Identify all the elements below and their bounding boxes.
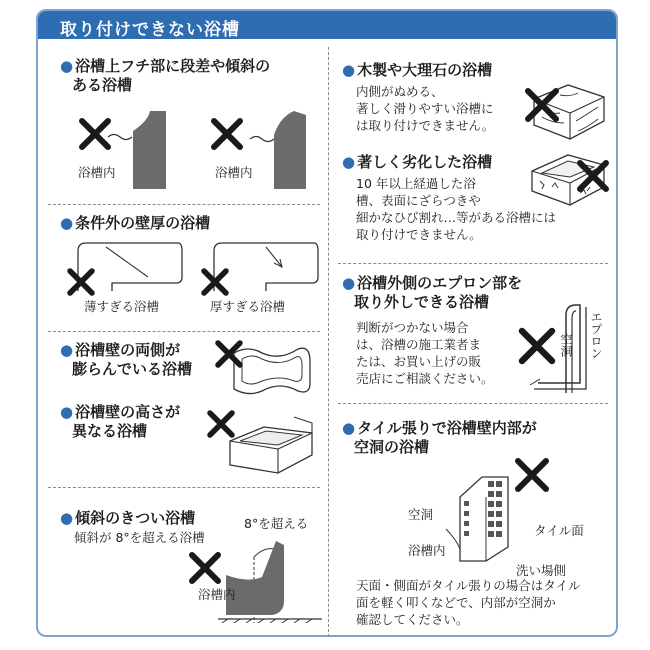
body-text: 内側がぬめる、 (356, 84, 444, 99)
heading-steep-slope (60, 509, 195, 528)
bullet-icon: ● (60, 57, 74, 75)
steep-slope-illustration (214, 527, 324, 623)
bullet-icon: ● (342, 274, 356, 292)
heading-text: 空洞の浴槽 (354, 438, 430, 456)
uneven-tub-illustration (224, 411, 316, 477)
heading-text: 浴槽壁の両側が (75, 341, 181, 359)
bullet-icon: ● (342, 419, 356, 437)
angle-label: 8°を超える (244, 516, 309, 531)
body-text: 確認してください。 (356, 612, 469, 627)
heading-tiled-cavity (342, 419, 537, 457)
heading-text: 異なる浴槽 (72, 422, 148, 440)
heading-text: 浴槽外側のエプロン部を (357, 274, 523, 292)
label-wash-side: 洗い場側 (516, 563, 567, 578)
heading-text: ある浴槽 (72, 76, 133, 94)
heading-text: 浴槽上フチ部に段差や傾斜の (75, 57, 271, 75)
body-text: 売店にご相談ください。 (356, 371, 494, 386)
x-mark-icon (576, 159, 610, 193)
heading-wall-thickness (60, 214, 210, 233)
heading-deteriorated (342, 153, 492, 172)
steep-slope-description: 傾斜が 8°を超える浴槽 (74, 530, 205, 545)
heading-removable-apron (342, 274, 522, 312)
section-divider (48, 487, 320, 488)
body-text: 10 年以上経過した浴 (356, 176, 476, 191)
bullet-icon: ● (60, 214, 74, 232)
body-text: は、浴槽の施工業者ま (356, 337, 482, 352)
body-text: 判断がつかない場合 (356, 320, 469, 335)
body-text: 天面・側面がタイル張りの場合はタイル (356, 578, 581, 593)
x-mark-icon (206, 409, 236, 439)
x-mark-icon (66, 267, 96, 297)
column-divider (328, 47, 329, 637)
heading-text: 木製や大理石の浴槽 (357, 61, 493, 79)
label-too-thin: 薄すぎる浴槽 (84, 299, 160, 314)
body-text: 槽、表面にざらつきや (356, 193, 481, 208)
tiled-cavity-note (356, 577, 581, 628)
heading-step-rim (60, 57, 270, 95)
label-tub-inside: 浴槽内 (408, 543, 446, 558)
section-divider (338, 263, 608, 264)
label-tub-inside: 浴槽内 (215, 165, 253, 180)
title-bar (38, 11, 616, 39)
label-tub-inside: 浴槽内 (198, 587, 236, 602)
label-tile-surface: タイル面 (534, 523, 584, 538)
heading-text: 傾斜のきつい浴槽 (75, 509, 196, 527)
section-divider (48, 331, 320, 332)
x-mark-icon (524, 87, 560, 123)
heading-text: 浴槽壁の高さが (75, 403, 181, 421)
heading-text: 膨らんでいる浴槽 (72, 360, 193, 378)
label-too-thick: 厚すぎる浴槽 (210, 299, 286, 314)
bullet-icon: ● (60, 341, 74, 359)
heading-text: 条件外の壁厚の浴槽 (75, 214, 211, 232)
removable-apron-description (356, 319, 494, 387)
heading-text: 取り外しできる浴槽 (354, 293, 490, 311)
wood-marble-description (356, 83, 494, 134)
bullet-icon: ● (342, 153, 356, 171)
section-divider (48, 204, 320, 205)
body-text: は取り付けできません。 (356, 118, 495, 133)
label-cavity: 空洞 (408, 507, 434, 522)
page-title: 取り付けできない浴槽 (60, 20, 240, 40)
deteriorated-description (356, 175, 556, 243)
body-text: 著しく滑りやすい浴槽に (356, 101, 494, 116)
x-mark-icon (514, 457, 550, 493)
body-text: 面を軽く叩くなどで、内部が空洞か (356, 595, 556, 610)
bullet-icon: ● (60, 509, 74, 527)
x-mark-icon (78, 117, 112, 151)
heading-uneven-wall (60, 403, 180, 441)
body-text: 取り付けできません。 (356, 227, 482, 242)
x-mark-icon (210, 117, 244, 151)
x-mark-icon (188, 551, 222, 585)
bullet-icon: ● (342, 61, 356, 79)
bullet-icon: ● (60, 403, 74, 421)
x-mark-icon (200, 267, 230, 297)
body-text: 細かなひび割れ…等がある浴槽には (356, 210, 557, 225)
label-apron: エプロン (589, 311, 603, 359)
body-text: たは、お買い上げの販 (356, 354, 482, 369)
heading-text: タイル張りで浴槽壁内部が (357, 419, 537, 437)
section-divider (338, 403, 608, 404)
heading-bulging-wall (60, 341, 192, 379)
heading-wood-marble (342, 61, 492, 80)
label-tub-inside: 浴槽内 (78, 165, 116, 180)
label-cavity: 空洞 (559, 333, 573, 357)
x-mark-icon (214, 339, 244, 369)
heading-text: 著しく劣化した浴槽 (357, 153, 493, 171)
info-panel (36, 9, 618, 637)
x-mark-icon (518, 327, 556, 365)
